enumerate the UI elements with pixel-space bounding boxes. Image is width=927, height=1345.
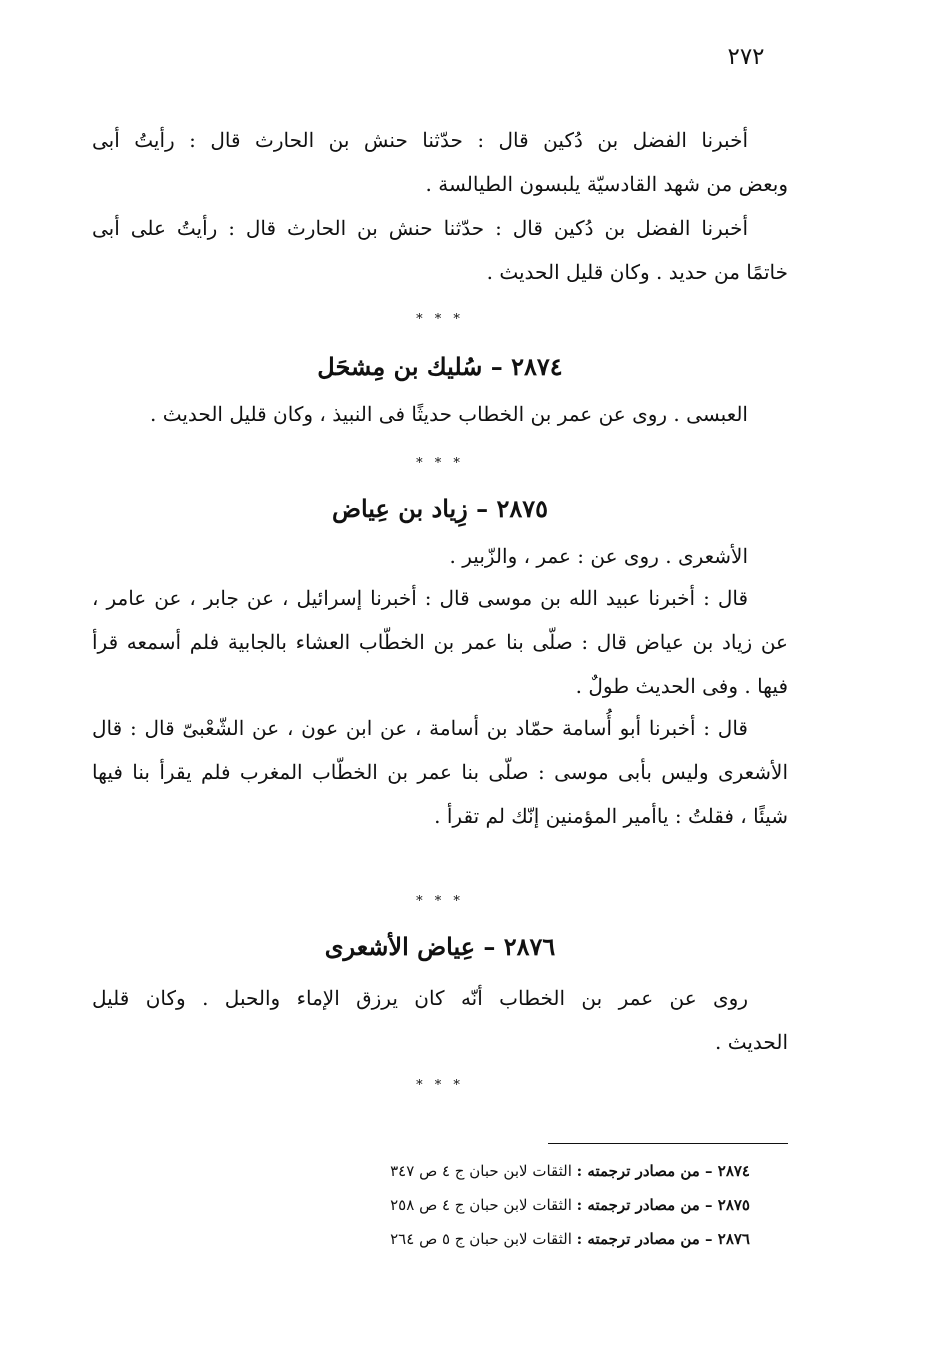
entry-2876-body — [92, 976, 788, 1064]
section-separator: * * * — [416, 456, 464, 471]
text-line: قال : أخبرنا أبو أُسامة حمّاد بن أسامة ، عن ابن عون ، عن الشّعْبىّ قال : قال — [92, 716, 748, 740]
footnote — [260, 1154, 750, 1188]
text-line: شيئًا ، فقلتُ : ياأمير المؤمنين إنّك لم تقرأ . — [434, 804, 788, 828]
footnote-text: الثقات لابن حبان ج ٤ ص ٣٤٧ — [390, 1162, 572, 1180]
entry-heading-2876: ٢٨٧٦ – عِياض الأشعرى — [324, 932, 556, 961]
text-line: أخبرنا الفضل بن دُكين قال : حدّثنا حنش بن الحارث قال : رأيتُ على أبى — [92, 216, 748, 240]
section-separator: * * * — [416, 312, 464, 327]
text-line: الأشعرى . روى عن : عمر ، والزّبير . — [449, 544, 748, 568]
section-separator: * * * — [416, 1078, 464, 1093]
intro-paragraph-1 — [92, 118, 788, 206]
footnote-label: ٢٨٧٦ – من مصادر ترجمته : — [576, 1230, 750, 1248]
footnote — [260, 1188, 750, 1222]
footnote-label: ٢٨٧٤ – من مصادر ترجمته : — [576, 1162, 750, 1180]
text-line: الحديث . — [715, 1030, 788, 1054]
entry-2875-para-3 — [92, 706, 788, 838]
text-line: الأشعرى وليس بأبى موسى : صلّى بنا عمر بن الخطّاب المغرب فلم يقرأ بنا فيها — [92, 760, 788, 784]
intro-paragraph-2 — [92, 206, 788, 294]
footnote-label: ٢٨٧٥ – من مصادر ترجمته : — [576, 1196, 750, 1214]
text-line: قال : أخبرنا عبيد الله بن موسى قال : أخبرنا إسرائيل ، عن جابر ، عن عامر ، — [92, 586, 748, 610]
text-line: العبسى . روى عن عمر بن الخطاب حديثًا فى النبيذ ، وكان قليل الحديث . — [150, 402, 748, 426]
section-separator: * * * — [416, 894, 464, 909]
text-line: وبعض من شهد القادسيّة يلبسون الطيالسة . — [425, 172, 788, 196]
text-line: روى عن عمر بن الخطاب أنّه كان يرزق الإماء والحبل . وكان قليل — [92, 986, 748, 1010]
entry-2875-para-2 — [92, 576, 788, 708]
text-line: عن زياد بن عياض قال : صلّى بنا عمر بن الخطّاب العشاء بالجابية فلم أسمعه قرأ — [92, 630, 788, 654]
page-number: ٢٧٢ — [727, 44, 765, 70]
footnote — [260, 1222, 750, 1256]
entry-heading-2875: ٢٨٧٥ – زِياد بن عِياض — [331, 494, 549, 523]
text-line: أخبرنا الفضل بن دُكين قال : حدّثنا حنش بن الحارث قال : رأيتُ أبى — [92, 128, 748, 152]
footnote-divider — [548, 1143, 788, 1144]
footnote-text: الثقات لابن حبان ج ٥ ص ٢٦٤ — [390, 1230, 572, 1248]
footnotes — [260, 1154, 750, 1256]
entry-2875-para-1 — [92, 534, 788, 578]
text-line: خاتمًا من حديد . وكان قليل الحديث . — [486, 260, 788, 284]
entry-2874-body — [92, 392, 788, 436]
entry-heading-2874: ٢٨٧٤ – سُليك بن مِشحَل — [317, 352, 563, 381]
text-line: فيها . وفى الحديث طولٌ . — [575, 674, 788, 698]
footnote-text: الثقات لابن حبان ج ٤ ص ٢٥٨ — [390, 1196, 572, 1214]
